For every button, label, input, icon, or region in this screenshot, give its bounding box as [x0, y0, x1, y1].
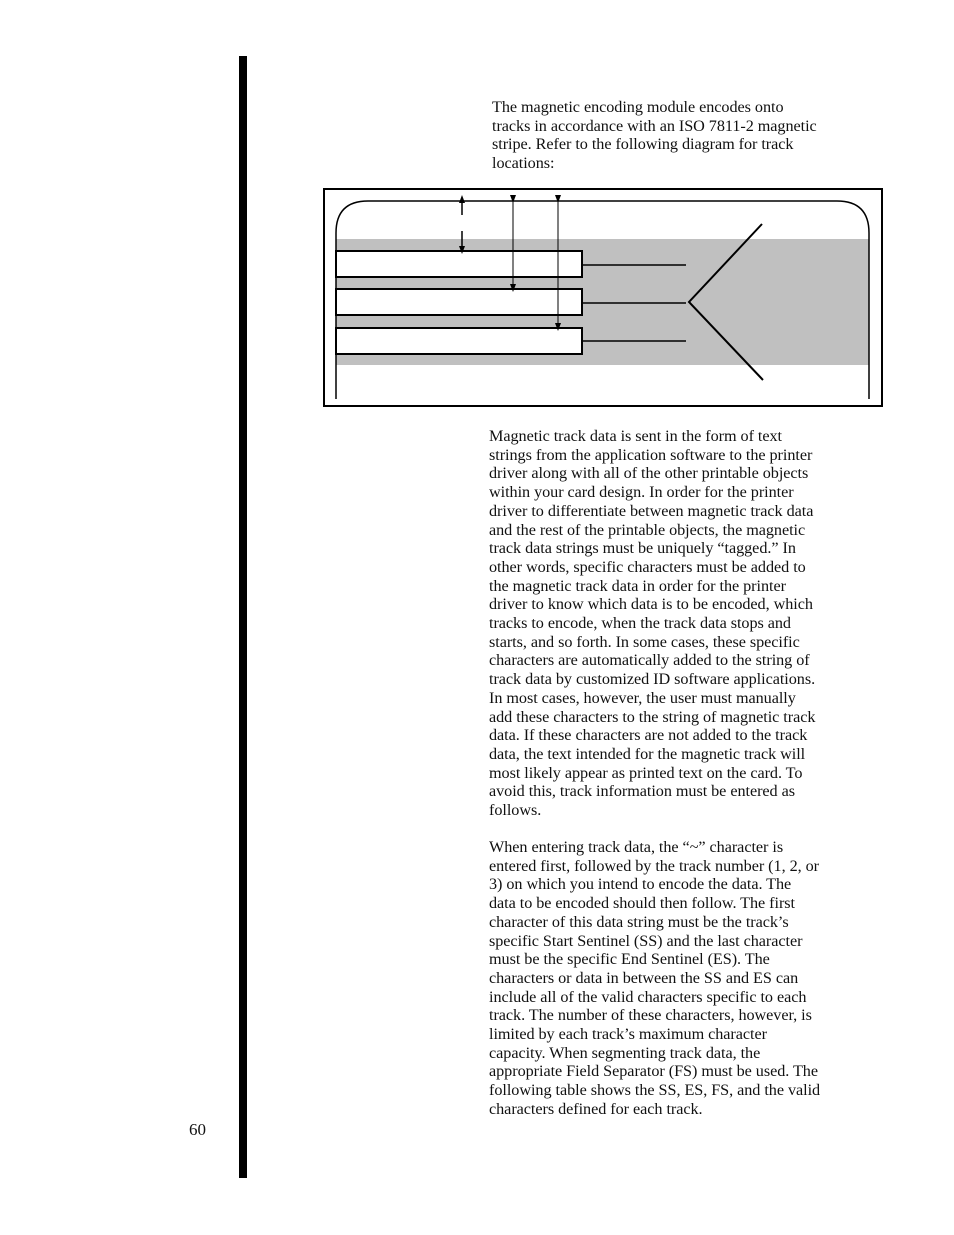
page-number: 60: [189, 1120, 206, 1139]
body-paragraph-2: When entering track data, the “~” character is entered first, followed by the track number (1, 2, or 3) on which you intend to encode the data. The data to be encoded should then follow. The first character of this data string must be the track’s specific Start Sentinel (SS) and the last character must be the specific End Sentinel (ES). The characters or data in between the SS and ES can include all of the valid characters specific to each track. The number of these characters, however, is limited by each track’s maximum character capacity. When segmenting track data, the appropriate Field Separator (FS) must be used. The following table shows the SS, ES, FS, and the valid characters defined for each track.: [489, 838, 821, 1118]
body-paragraph-1: Magnetic track data is sent in the form of text strings from the application software to the printer driver along with all of the other printable objects within your card design. In order for the printer driver to differentiate between magnetic track data and the rest of the printable objects, the magnetic track data strings must be uniquely “tagged.” In other words, specific characters must be added to the magnetic track data in order for the printer driver to know which data is to be encoded, which tracks to encode, when the track data stops and starts, and so forth. In some cases, these specific characters are automatically added to the string of track data by customized ID software applications. In most cases, however, the user must manually add these characters to the string of magnetic track data. If these characters are not added to the track data, the text intended for the magnetic track will most likely appear as printed text on the card. To avoid this, track information must be entered as follows.: [489, 427, 816, 820]
track-2-box: [336, 289, 582, 315]
track-diagram-svg: [323, 188, 883, 407]
track-1-box: [336, 251, 582, 277]
intro-paragraph: The magnetic encoding module encodes onto tracks in accordance with an ISO 7811-2 magnetic stripe. Refer to the following diagram for track locations:: [492, 98, 817, 173]
margin-bar: [239, 56, 247, 1178]
track-3-box: [336, 328, 582, 354]
track-location-diagram: [323, 188, 883, 407]
